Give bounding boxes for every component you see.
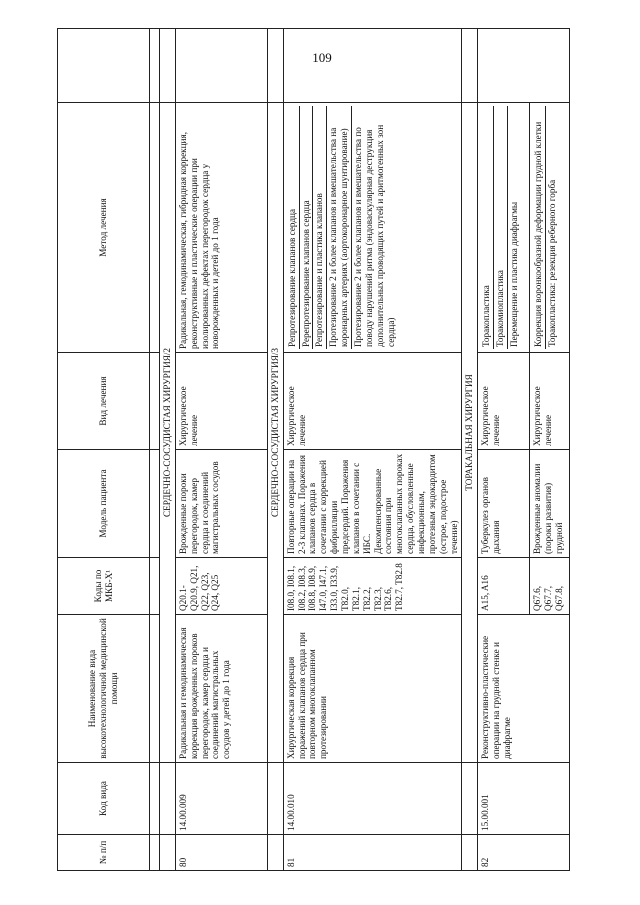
page-number: 109 <box>312 50 332 65</box>
section-title: СЕРДЕЧНО-СОСУДИСТАЯ ХИРУРГИЯ/3 <box>267 103 283 763</box>
method-item: Репротезирование и пластика клапанов <box>313 106 327 349</box>
row-treatment: Хирургическое лечение <box>478 353 530 450</box>
row-name: Реконструктивно-пластические операции на грудной стенке и диафрагме <box>478 615 570 763</box>
header-num: № п/п <box>58 835 150 871</box>
row-code: 14.00.009 <box>175 763 267 835</box>
rotated-table-container <box>57 29 565 871</box>
row-method: Радикальная, гемодинамическая, гибридная коррекция, реконструктивные и пластические операции при изолированных дефектах перегородок сердца у новорожденных и детей до 1 года <box>175 103 267 353</box>
header-blank <box>58 29 150 103</box>
section-row <box>267 29 283 871</box>
row-model: Туберкулез органов дыхания <box>478 450 530 558</box>
row-number: 81 <box>283 835 462 871</box>
table-row <box>283 29 462 871</box>
method-item: Протезирование 2 и более клапанов и вмешательства по поводу нарушений ритма (эндоваскулярная деструкция дополнительных проводящих путей и аритмогенных зон сердца) <box>353 124 396 347</box>
header-name: Наименование вида высокотехнологичной медицинской помощи <box>58 615 150 763</box>
row-name: Радикальная и гемодинамическая коррекция врожденных пороков перегородок, камер сердца и соединений магистральных сосудов у детей до 1 года <box>175 615 267 763</box>
row-number: 82 <box>478 835 570 871</box>
method-item: Ререпротезирование клапанов сердца <box>300 106 314 349</box>
section-title: ТОРАКАЛЬНАЯ ХИРУРГИЯ <box>462 103 478 763</box>
row-methods <box>530 103 570 353</box>
method-item: Репротезирование клапанов сердца <box>286 106 300 349</box>
header-code: Код вида <box>58 763 150 835</box>
table-row <box>175 29 267 871</box>
row-methods <box>283 103 462 353</box>
row-treatment: Хирургическое лечение <box>175 353 267 450</box>
row-number: 80 <box>175 835 267 871</box>
header-method: Метод лечения <box>58 103 150 353</box>
header-model: Модель пациента <box>58 450 150 558</box>
row-icd: Q20.1-Q20.9, Q21, Q22, Q23, Q24, Q25 <box>175 558 267 615</box>
row-model: Врожденные пороки перегородок, камер сердца и соединений магистральных сосудов <box>175 450 267 558</box>
row-model: Повторные операции на 2-3 клапанах. Поражения клапанов сердца в сочетании с коррекцией фибрилляции предсердий. Поражения клапанов в сочетании с ИБС. Декомпенсированные состояния при многоклапанных пороках сердца, обусловленные инфекционным, протезным эндокардитом (острое, подострое течение) <box>283 450 462 558</box>
method-item: Протезирование 2 и более клапанов и вмешательства на коронарных артериях (аортокоронарное шунтирование) <box>327 106 352 349</box>
table-row <box>478 29 530 871</box>
row-methods <box>478 103 530 353</box>
medical-care-table <box>57 28 570 871</box>
section-row <box>160 29 176 871</box>
row-icd: Q67.6, Q67.7, Q67.8, <box>530 558 570 615</box>
header-icd: Коды по МКБ-X¹ <box>58 558 150 615</box>
method-item: Перемещение и пластика диафрагмы <box>509 201 520 347</box>
row-treatment: Хирургическое лечение <box>530 353 570 450</box>
method-item: Торакопластика <box>480 106 494 349</box>
row-model: Врожденные аномалии (пороки развития) грудной <box>530 450 570 558</box>
row-name: Хирургическая коррекция поражений клапанов сердца при повторном многоклапанном протезировании <box>283 615 462 763</box>
row-code: 15.00.001 <box>478 763 570 835</box>
method-item: Торакопластика: резекция реберного горба <box>547 179 558 347</box>
section-row <box>462 29 478 871</box>
row-icd: A15, A16 <box>478 558 530 615</box>
section-title: СЕРДЕЧНО-СОСУДИСТАЯ ХИРУРГИЯ/2 <box>160 103 176 763</box>
row-code: 14.00.010 <box>283 763 462 835</box>
row-icd: I08.0, I08.1, I08.2, I08.3, I08.8, I08.9, I47.0, I47.1, I33.0, I33.9, T82.0, T82.1, T82.2, T82.3, T82.6, T82.7, T82.8 <box>283 558 462 615</box>
header-treatment: Вид лечения <box>58 353 150 450</box>
header-row <box>58 29 150 871</box>
row-treatment: Хирургическое лечение <box>283 353 462 450</box>
header-spacer-row <box>150 29 160 871</box>
method-item: Торакомиопластика <box>494 106 508 349</box>
method-item: Коррекция воронкообразной деформации грудной клетки <box>532 106 546 349</box>
